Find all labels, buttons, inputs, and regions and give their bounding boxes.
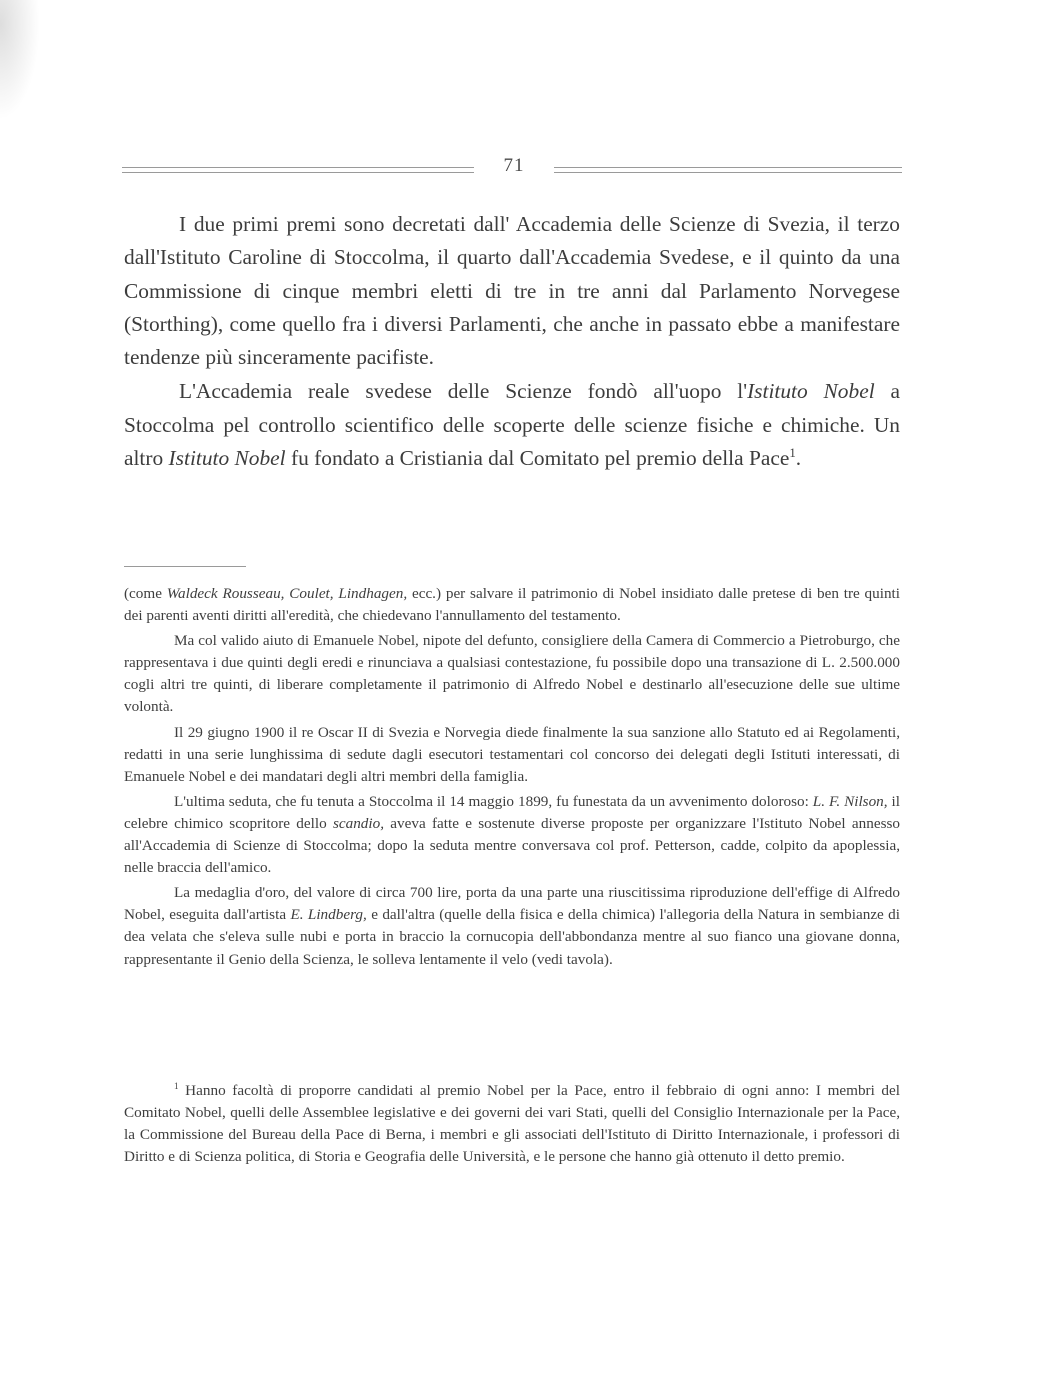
page-header: [122, 155, 902, 185]
note4-italic-1: L. F. Nilson,: [812, 792, 888, 810]
para2-italic-2: Istituto Nobel: [168, 446, 286, 471]
page-number: 71: [503, 155, 525, 176]
footnote-marker: 1: [174, 1080, 179, 1091]
note-paragraph-4: [124, 791, 900, 879]
note4-text-b: il celebre chimico scopritore dello: [124, 792, 900, 832]
note-paragraph-1: [124, 583, 900, 627]
para2-italic-1: Istituto Nobel: [747, 379, 875, 404]
scan-smudge: [0, 0, 40, 120]
note4-text-c: aveva fatte e sostenute diverse proposte per organizzare l'Istituto Nobel annesso all'Accademia di Scienze di Stoccolma; dopo la seduta mentre conversava col prof. Petterson, cadde, colpito da apoplessia, nelle braccia dell'amico.: [124, 814, 900, 877]
main-paragraph-2: [124, 375, 900, 475]
header-rule-left: [122, 167, 474, 173]
note4-text-a: L'ultima seduta, che fu tenuta a Stoccolma il 14 maggio 1899, fu funestata da un avvenimento doloroso:: [174, 792, 813, 810]
notes-section: [124, 583, 900, 974]
para2-text-b: a Stoccolma pel controllo scientifico delle scoperte delle scienze fisiche e chimiche. Un altro: [124, 379, 901, 471]
footnote-paragraph: [124, 1080, 900, 1168]
main-paragraph-1: I due primi premi sono decretati dall' Accademia delle Scienze di Svezia, il terzo dall'Istituto Caroline di Stoccolma, il quarto dall'Accademia Svedese, e il quinto da una Commissione di cinque membri eletti di tre in tre anni dal Parlamento Norvegese (Storthing), come quello fra i diversi Parlamenti, che anche in passato ebbe a manifestare tendenze più sinceramente pacifiste.: [124, 212, 900, 370]
note1-text-b: ecc.) per salvare il patrimonio di Nobel insidiato dalle pretese di ben tre quinti dei parenti aventi diritti all'eredità, che chiedevano l'annullamento del testamento.: [124, 585, 900, 625]
note1-italic: Waldeck Rousseau, Coulet, Lindhagen,: [166, 585, 408, 602]
para2-text-a: L'Accademia reale svedese delle Scienze fondò all'uopo l': [179, 379, 748, 404]
header-rule-right: [554, 167, 902, 173]
para2-text-c: fu fondato a Cristiania dal Comitato pel premio della Pace: [285, 446, 790, 471]
footnote-reference: 1: [789, 445, 796, 460]
main-body: [124, 208, 900, 475]
notes-divider: [124, 566, 246, 567]
note-paragraph-2: Ma col valido aiuto di Emanuele Nobel, nipote del defunto, consigliere della Camera di Commercio a Pietroburgo, che rappresentava i due quinti degli eredi e rinunciava a qualsiasi contestazione, fu possibile dopo una transazione di L. 2.500.000 cogli altri tre quinti, di liberare completamente il patrimonio di Alfredo Nobel e destinarlo all'esecuzione delle sue ultime volontà.: [124, 632, 900, 716]
para2-end: .: [795, 446, 802, 471]
footnote-text: Hanno facoltà di proporre candidati al premio Nobel per la Pace, entro il febbraio di ogni anno: I membri del Comitato Nobel, quelli delle Assemblee legislative e dei governi dei vari Stati, quelli del Consiglio Internazionale per la Pace, la Commissione del Bureau della Pace di Berna, i membri e gli associati dell'Istituto di Diritto Internazionale, i professori di Diritto e di Scienza politica, di Storia e Geografia delle Università, e le persone che hanno già ottenuto il detto premio.: [124, 1082, 900, 1166]
note4-italic-2: scandio,: [332, 814, 385, 832]
footnote: [124, 1080, 900, 1168]
note5-text-a: La medaglia d'oro, del valore di circa 700 lire, porta da una parte una riuscitissima riproduzione dell'effige di Alfredo Nobel, eseguita dall'artista: [124, 884, 900, 924]
note-paragraph-5: [124, 882, 900, 970]
note1-text-a: (come: [124, 585, 167, 602]
note-paragraph-3: Il 29 giugno 1900 il re Oscar II di Svezia e Norvegia diede finalmente la sua sanzione allo Statuto ed ai Regolamenti, redatti in una serie lunghissima di sedute dagli esecutori testamentari col concorso dei delegati degli Istituti interessati, di Emanuele Nobel e dei mandatari degli altri membri della famiglia.: [124, 723, 900, 785]
note5-text-b: e dall'altra (quelle della fisica e della chimica) l'allegoria della Natura in sembianze di dea velata che s'eleva sulle nubi e porta in braccio la cornucopia dell'abbondanza mentre al suo fianco una giovane donna, rappresentante il Genio della Scienza, le solleva lentamente il velo (vedi tavola).: [124, 906, 900, 968]
note5-italic: E. Lindberg,: [290, 906, 367, 924]
